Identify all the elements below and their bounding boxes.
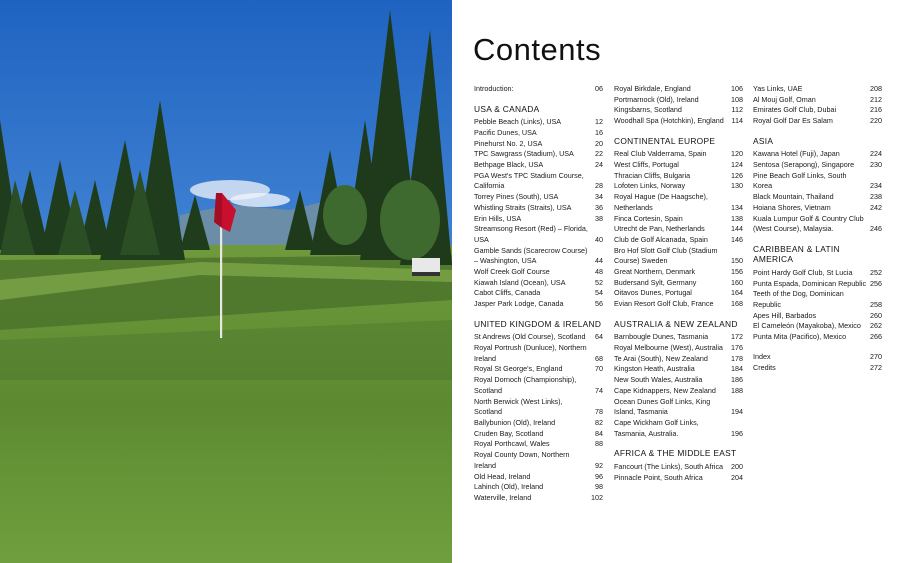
contents-entry xyxy=(614,418,743,439)
entry-page: 06 xyxy=(595,84,603,93)
entry-name: Credits xyxy=(753,362,776,372)
entry-name: Royal Hague (De Haagsche), Netherlands xyxy=(614,192,708,212)
entry-page: 12 xyxy=(595,117,603,127)
entry-name: Kiawah Island (Ocean), USA xyxy=(474,277,566,287)
entry-page: 98 xyxy=(595,482,603,492)
entry-name: Streamsong Resort (Red) – Florida, USA xyxy=(474,224,588,244)
entry-name: New South Wales, Australia xyxy=(614,375,703,385)
entry-page: 22 xyxy=(595,149,603,159)
contents-entry xyxy=(614,375,743,386)
entry-page: 126 xyxy=(731,170,743,180)
section-list xyxy=(614,149,743,310)
entry-name: St Andrews (Old Course), Scotland xyxy=(474,332,586,342)
entry-page: 38 xyxy=(595,213,603,223)
entry-page: 224 xyxy=(870,149,882,159)
section-heading: CARIBBEAN & LATIN AMERICA xyxy=(753,243,840,265)
entry-page: 262 xyxy=(870,321,882,331)
contents-entry xyxy=(753,105,882,116)
contents-entry xyxy=(474,128,603,139)
contents-entry xyxy=(474,117,603,128)
contents-entry xyxy=(753,192,882,203)
entry-name: Torrey Pines (South), USA xyxy=(474,192,559,202)
entry-name: El Cameleón (Mayakoba), Mexico xyxy=(753,321,861,331)
entry-page: 252 xyxy=(870,267,882,277)
contents-entry xyxy=(474,439,603,450)
entry-name: Yas Links, UAE xyxy=(753,84,803,93)
entry-name: Great Northern, Denmark xyxy=(614,267,696,277)
entry-page: 82 xyxy=(595,417,603,427)
entry-page: 68 xyxy=(595,353,603,363)
entry-page: 134 xyxy=(731,202,743,212)
entry-page: 96 xyxy=(595,471,603,481)
entry-name: Finca Cortesin, Spain xyxy=(614,213,683,223)
contents-entry xyxy=(753,268,882,279)
entry-name: Real Club Valderrama, Spain xyxy=(614,149,707,159)
entry-name: Kuala Lumpur Golf & Country Club (West Course), Malaysia. xyxy=(753,213,864,234)
contents-entry xyxy=(614,84,743,95)
entry-page: 114 xyxy=(731,116,743,126)
entry-name: Kawana Hotel (Fuji), Japan xyxy=(753,149,840,159)
entry-page: 270 xyxy=(870,351,882,361)
entry-page: 92 xyxy=(595,460,603,470)
entry-name: Royal Portrush (Dunluce), Northern Ireland xyxy=(474,343,587,363)
section-list xyxy=(614,462,743,483)
contents-entry xyxy=(474,84,603,95)
section-list xyxy=(614,84,743,127)
entry-name: Pine Beach Golf Links, South Korea xyxy=(753,170,847,191)
entry-page: 172 xyxy=(731,332,743,342)
entry-page: 220 xyxy=(870,116,882,126)
contents-entry xyxy=(614,95,743,106)
section-heading: AUSTRALIA & NEW ZEALAND xyxy=(614,318,738,329)
contents-entry xyxy=(474,332,603,343)
contents-entry xyxy=(753,203,882,214)
entry-page: 28 xyxy=(595,181,603,191)
entry-name: Bethpage Black, USA xyxy=(474,160,544,170)
contents-entry xyxy=(474,171,603,192)
entry-name: Royal St George's, England xyxy=(474,364,563,374)
entry-name: Punta Mita (Pacifico), Mexico xyxy=(753,332,847,342)
entry-page: 24 xyxy=(595,160,603,170)
entry-page: 150 xyxy=(731,256,743,266)
entry-name: Jasper Park Lodge, Canada xyxy=(474,299,564,309)
entry-page: 36 xyxy=(595,202,603,212)
entry-name: Utrecht de Pan, Netherlands xyxy=(614,224,705,234)
section-heading: CONTINENTAL EUROPE xyxy=(614,135,716,146)
entry-page: 144 xyxy=(731,224,743,234)
entry-page: 246 xyxy=(870,224,882,234)
contents-entry xyxy=(614,343,743,354)
entry-name: Fancourt (The Links), South Africa xyxy=(614,461,724,471)
contents-column-2 xyxy=(614,84,743,483)
spacer xyxy=(753,343,882,352)
entry-page: 176 xyxy=(731,343,743,353)
contents-entry xyxy=(474,397,603,418)
entry-page: 272 xyxy=(870,362,882,372)
entry-name: Portmarnock (Old), Ireland xyxy=(614,94,699,104)
entry-page: 74 xyxy=(595,385,603,395)
contents-entry xyxy=(474,214,603,225)
contents-entry xyxy=(753,311,882,322)
contents-entry xyxy=(474,343,603,364)
contents-entry xyxy=(614,246,743,267)
contents-entry xyxy=(614,235,743,246)
contents-entry xyxy=(474,278,603,289)
contents-entry xyxy=(474,192,603,203)
contents-entry xyxy=(614,278,743,289)
entry-name: Club de Golf Alcanada, Spain xyxy=(614,234,708,244)
entry-page: 184 xyxy=(731,364,743,374)
contents-entry xyxy=(474,375,603,396)
contents-entry xyxy=(753,116,882,127)
entry-page: 52 xyxy=(595,277,603,287)
entry-page: 188 xyxy=(731,385,743,395)
entry-page: 64 xyxy=(595,332,603,342)
contents-entry xyxy=(753,363,882,374)
entry-name: Barnbougle Dunes, Tasmania xyxy=(614,332,709,342)
page-title: Contents xyxy=(473,32,602,67)
entry-name: Pinnacle Point, South Africa xyxy=(614,472,703,482)
section-list xyxy=(614,332,743,439)
entry-name: Royal Dornoch (Championship), Scotland xyxy=(474,375,577,395)
entry-page: 124 xyxy=(731,160,743,170)
contents-entry xyxy=(614,332,743,343)
entry-page: 156 xyxy=(731,267,743,277)
entry-page: 160 xyxy=(731,277,743,287)
section-list xyxy=(474,332,603,503)
contents-entry xyxy=(474,267,603,278)
entry-page: 212 xyxy=(870,94,882,104)
entry-name: Lahinch (Old), Ireland xyxy=(474,482,544,492)
entry-page: 178 xyxy=(731,353,743,363)
entry-name: Hoiana Shores, Vietnam xyxy=(753,202,831,212)
entry-name: Te Arai (South), New Zealand xyxy=(614,353,708,363)
entry-name: PGA West's TPC Stadium Course, California xyxy=(474,170,584,191)
entry-name: Cabot Cliffs, Canada xyxy=(474,288,541,298)
entry-page: 242 xyxy=(870,202,882,212)
entry-name: Sentosa (Serapong), Singapore xyxy=(753,160,855,170)
entry-page: 84 xyxy=(595,428,603,438)
entry-name: Ocean Dunes Golf Links, King Island, Tasmania xyxy=(614,396,711,417)
entry-page: 256 xyxy=(870,278,882,288)
contents-entry xyxy=(614,171,743,182)
entry-page: 112 xyxy=(731,105,743,115)
entry-name: Lofoten Links, Norway xyxy=(614,181,686,191)
entry-page: 234 xyxy=(870,181,882,191)
entry-page: 216 xyxy=(870,105,882,115)
entry-page: 106 xyxy=(731,84,743,93)
contents-entry xyxy=(614,267,743,278)
entry-page: 16 xyxy=(595,127,603,137)
entry-name: Pebble Beach (Links), USA xyxy=(474,117,562,127)
entry-name: Evian Resort Golf Club, France xyxy=(614,299,714,309)
contents-entry xyxy=(614,214,743,225)
contents-page xyxy=(452,0,904,563)
entry-name: Oitavos Dunes, Portugal xyxy=(614,288,692,298)
contents-entry xyxy=(753,160,882,171)
contents-entry xyxy=(753,171,882,192)
entry-page: 260 xyxy=(870,310,882,320)
entry-name: Al Mouj Golf, Oman xyxy=(753,94,816,104)
contents-entry xyxy=(614,462,743,473)
entry-page: 56 xyxy=(595,299,603,309)
entry-name: Waterville, Ireland xyxy=(474,492,532,502)
entry-page: 44 xyxy=(595,256,603,266)
contents-entry xyxy=(474,160,603,171)
entry-page: 70 xyxy=(595,364,603,374)
contents-entry xyxy=(474,224,603,245)
section-heading: ASIA xyxy=(753,135,774,146)
contents-entry xyxy=(753,321,882,332)
contents-entry xyxy=(474,246,603,267)
entry-page: 88 xyxy=(595,439,603,449)
entry-name: Bro Hof Slott Golf Club (Stadium Course) Sweden xyxy=(614,245,718,266)
entry-page: 138 xyxy=(731,213,743,223)
section-heading: USA & CANADA xyxy=(474,103,540,114)
contents-entry xyxy=(474,450,603,471)
contents-entry xyxy=(474,139,603,150)
entry-name: Emirates Golf Club, Dubai xyxy=(753,105,837,115)
entry-page: 78 xyxy=(595,407,603,417)
entry-name: Old Head, Ireland xyxy=(474,471,531,481)
contents-entry xyxy=(474,429,603,440)
contents-entry xyxy=(474,299,603,310)
contents-entry xyxy=(753,214,882,235)
entry-name: North Berwick (West Links), Scotland xyxy=(474,396,563,417)
entry-page: 208 xyxy=(870,84,882,93)
section-list xyxy=(753,149,882,235)
entry-page: 200 xyxy=(731,461,743,471)
contents-entry xyxy=(474,203,603,214)
contents-entry xyxy=(614,224,743,235)
contents-entry xyxy=(753,352,882,363)
entry-name: Whistling Straits (Straits), USA xyxy=(474,202,572,212)
entry-name: Index xyxy=(753,351,771,361)
contents-entry xyxy=(474,472,603,483)
entry-name: Kingsbarns, Scotland xyxy=(614,105,682,115)
contents-entry xyxy=(614,386,743,397)
entry-page: 20 xyxy=(595,138,603,148)
contents-entry xyxy=(474,482,603,493)
entry-page: 186 xyxy=(731,375,743,385)
entry-name: Woodhall Spa (Hotchkin), England xyxy=(614,116,724,126)
contents-entry xyxy=(614,299,743,310)
entry-name: Kingston Heath, Australia xyxy=(614,364,695,374)
entry-name: Punta Espada, Dominican Republic xyxy=(753,278,867,288)
contents-entry xyxy=(474,418,603,429)
contents-entry xyxy=(474,149,603,160)
contents-column-3 xyxy=(753,84,882,373)
entry-page: 194 xyxy=(731,407,743,417)
contents-entry xyxy=(753,332,882,343)
section-list xyxy=(753,268,882,343)
entry-name: TPC Sawgrass (Stadium), USA xyxy=(474,149,574,159)
entry-page: 168 xyxy=(731,299,743,309)
contents-entry xyxy=(614,116,743,127)
contents-entry xyxy=(753,95,882,106)
entry-page: 164 xyxy=(731,288,743,298)
entry-page: 54 xyxy=(595,288,603,298)
entry-page: 34 xyxy=(595,192,603,202)
contents-entry xyxy=(753,289,882,310)
entry-page: 196 xyxy=(731,428,743,438)
section-list xyxy=(753,84,882,127)
section-heading: UNITED KINGDOM & IRELAND xyxy=(474,318,602,329)
entry-name: Gamble Sands (Scarecrow Course) – Washington, USA xyxy=(474,245,588,266)
contents-entry xyxy=(614,288,743,299)
entry-name: Cape Kidnappers, New Zealand xyxy=(614,385,716,395)
contents-entry xyxy=(614,192,743,213)
contents-entry xyxy=(614,397,743,418)
entry-name: Cruden Bay, Scotland xyxy=(474,428,544,438)
entry-page: 146 xyxy=(731,234,743,244)
contents-entry xyxy=(614,364,743,375)
entry-name: Royal County Down, Northern Ireland xyxy=(474,450,570,470)
contents-entry xyxy=(474,364,603,375)
entry-name: Black Mountain, Thailand xyxy=(753,192,834,202)
entry-name: Erin Hills, USA xyxy=(474,213,522,223)
entry-page: 40 xyxy=(595,234,603,244)
entry-name: Ballybunion (Old), Ireland xyxy=(474,417,556,427)
entry-page: 102 xyxy=(591,492,603,502)
entry-page: 120 xyxy=(731,149,743,159)
contents-entry xyxy=(614,473,743,484)
entry-page: 108 xyxy=(731,94,743,104)
entry-page: 238 xyxy=(870,192,882,202)
contents-entry xyxy=(614,105,743,116)
section-heading: AFRICA & THE MIDDLE EAST xyxy=(614,448,737,459)
entry-page: 266 xyxy=(870,332,882,342)
contents-entry xyxy=(753,279,882,290)
entry-name: Royal Golf Dar Es Salam xyxy=(753,116,833,126)
entry-page: 130 xyxy=(731,181,743,191)
contents-entry xyxy=(614,354,743,365)
contents-entry xyxy=(474,493,603,504)
entry-name: Budersand Sylt, Germany xyxy=(614,277,697,287)
entry-name: Wolf Creek Golf Course xyxy=(474,267,550,277)
entry-page: 258 xyxy=(870,300,882,310)
contents-entry xyxy=(614,181,743,192)
entry-name: Point Hardy Golf Club, St Lucia xyxy=(753,267,853,277)
entry-page: 230 xyxy=(870,160,882,170)
entry-name: West Cliffs, Portugal xyxy=(614,160,679,170)
entry-name: Pacific Dunes, USA xyxy=(474,127,537,137)
entry-name: Pinehurst No. 2, USA xyxy=(474,138,543,148)
entry-name: Thracian Cliffs, Bulgaria xyxy=(614,170,691,180)
contents-entry xyxy=(753,84,882,95)
entry-name: Cape Wickham Golf Links, Tasmania, Australia. xyxy=(614,417,699,438)
entry-page: 204 xyxy=(731,472,743,482)
entry-name: Introduction: xyxy=(474,84,514,93)
section-list xyxy=(474,117,603,310)
section-list xyxy=(753,352,882,373)
entry-name: Royal Porthcawl, Wales xyxy=(474,439,550,449)
entry-page: 48 xyxy=(595,267,603,277)
contents-entry xyxy=(753,149,882,160)
contents-entry xyxy=(474,288,603,299)
contents-column-1 xyxy=(474,84,603,504)
entry-name: Teeth of the Dog, Dominican Republic xyxy=(753,289,844,310)
entry-name: Apes Hill, Barbados xyxy=(753,310,817,320)
entry-name: Royal Melbourne (West), Australia xyxy=(614,343,723,353)
entry-name: Royal Birkdale, England xyxy=(614,84,691,93)
contents-entry xyxy=(614,149,743,160)
contents-entry xyxy=(614,160,743,171)
